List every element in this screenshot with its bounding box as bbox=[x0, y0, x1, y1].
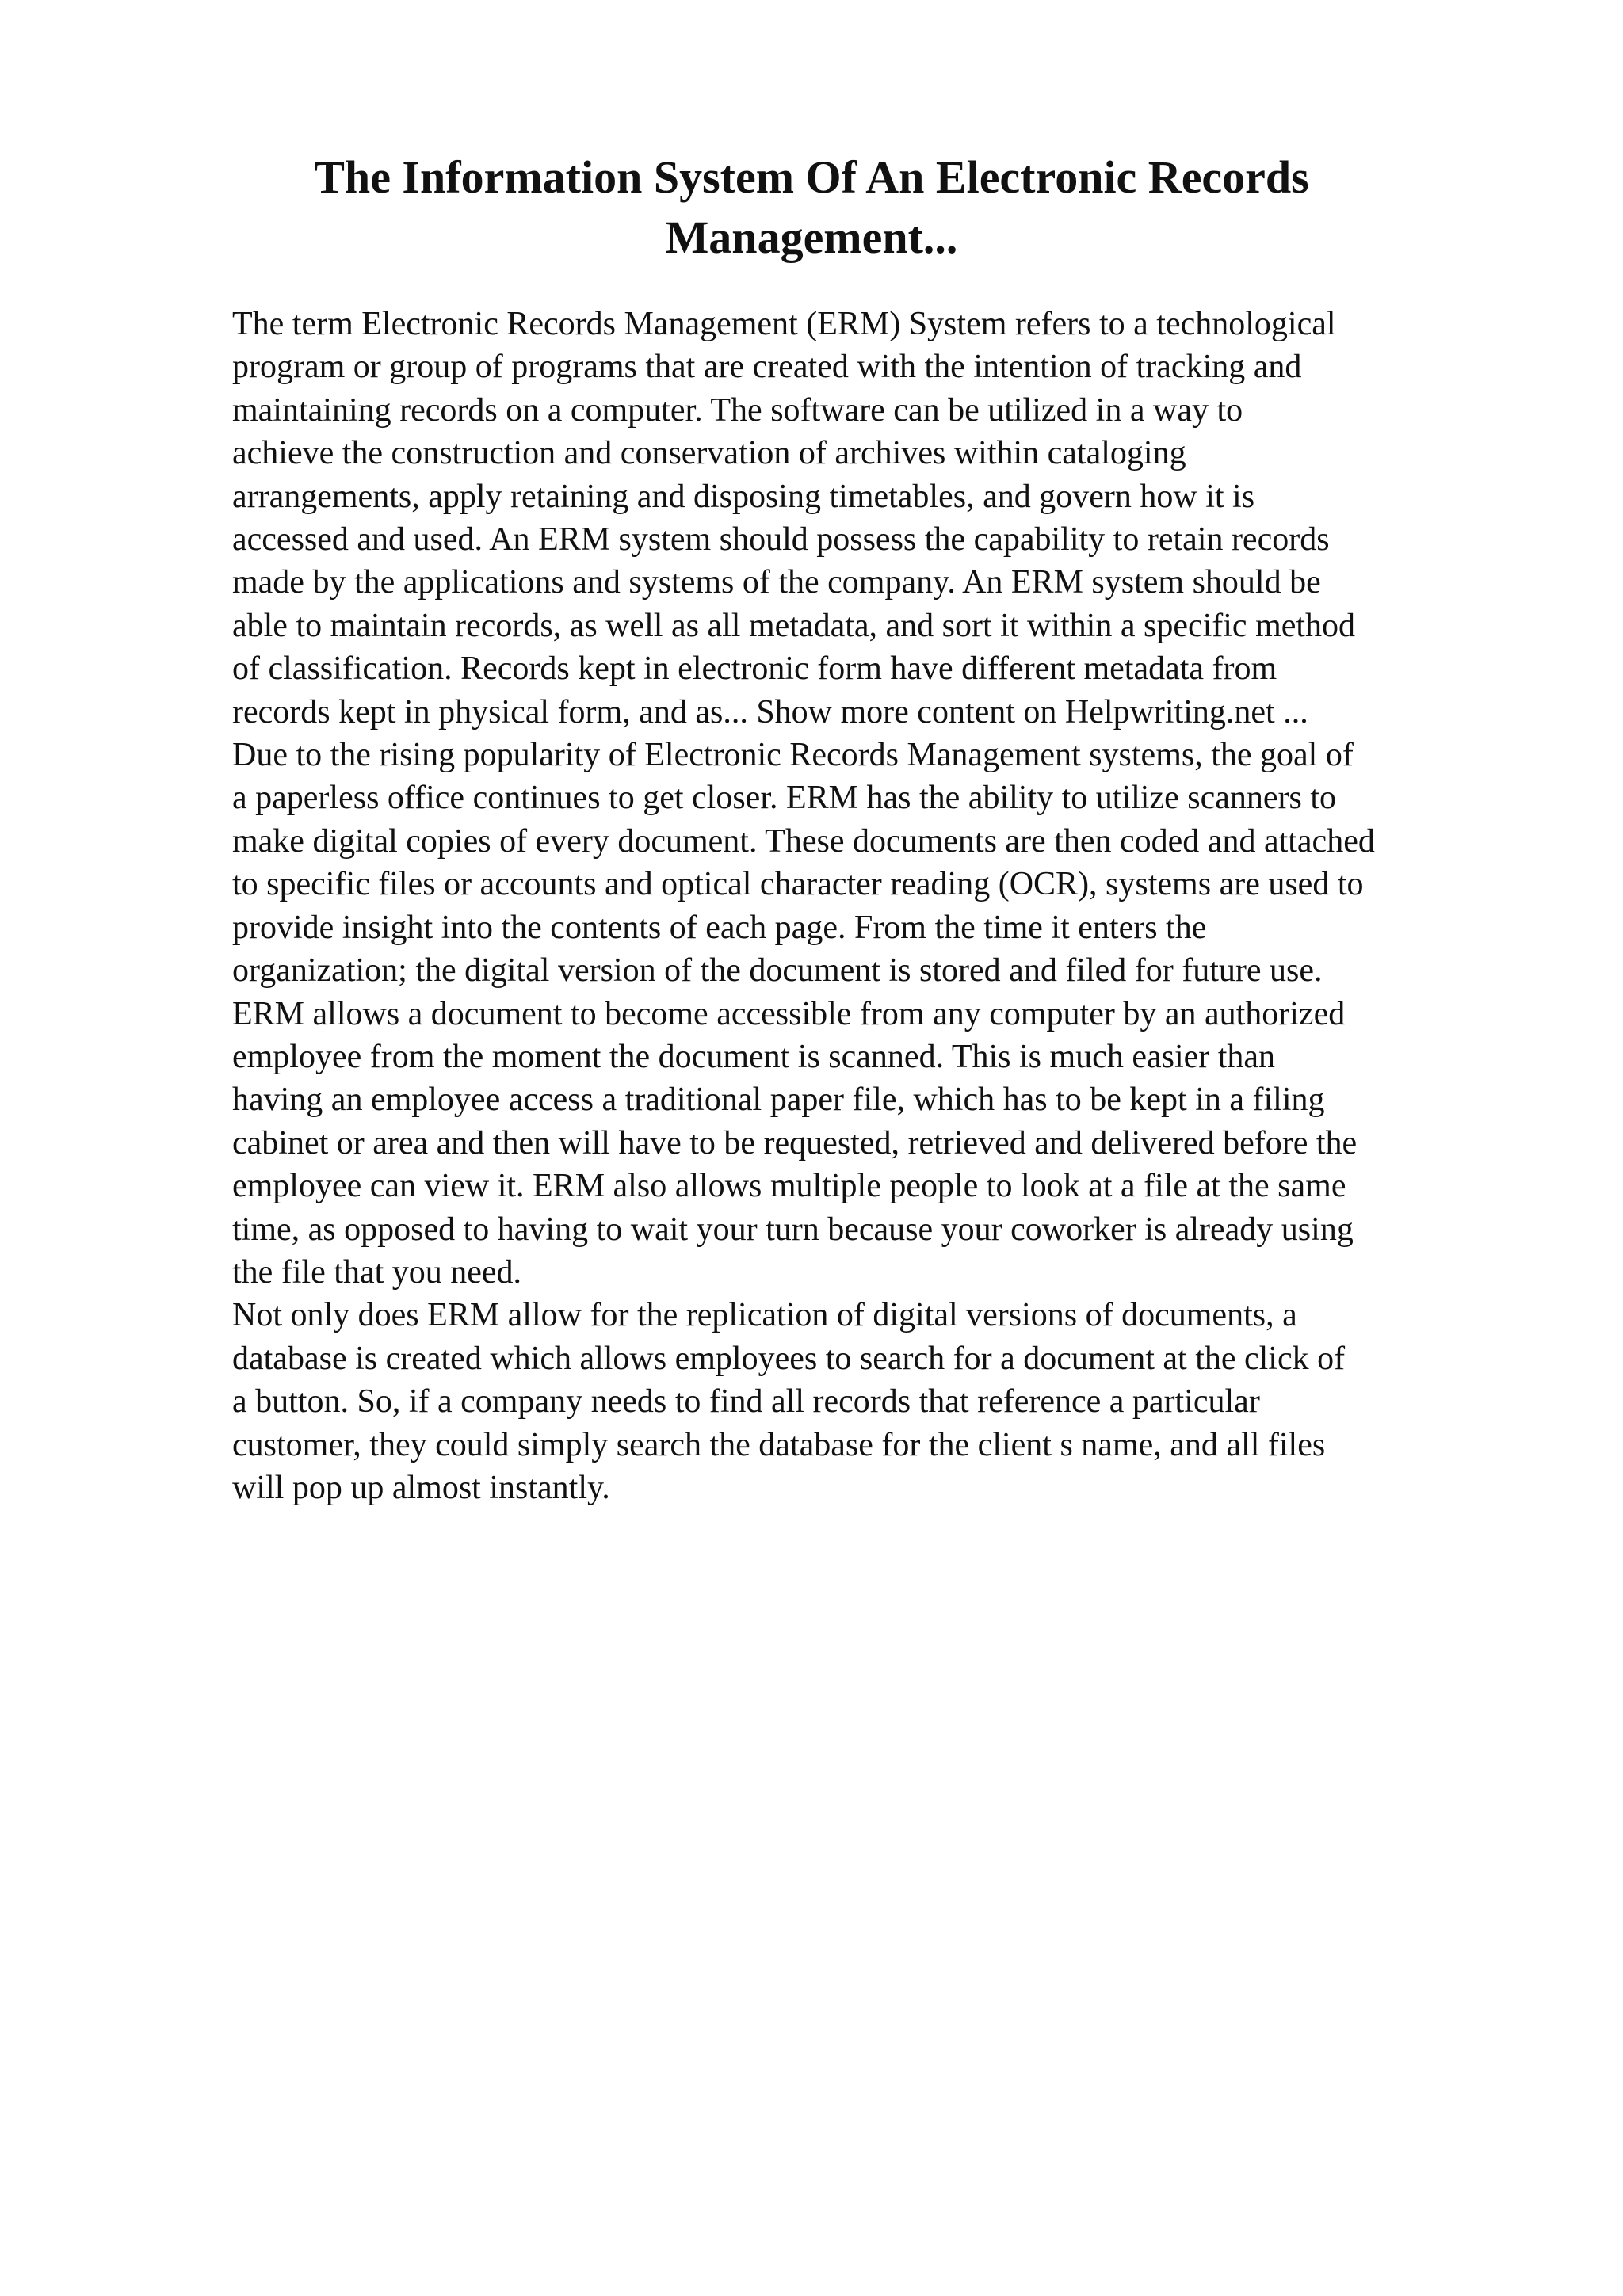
body-line: organization; the digital version of the document is stored and filed for future use. bbox=[232, 952, 1323, 990]
document-title bbox=[230, 147, 1393, 268]
body-line: made by the applications and systems of the company. An ERM system should be bbox=[232, 564, 1321, 601]
body-line: a button. So, if a company needs to find all records that reference a particular bbox=[232, 1383, 1260, 1421]
body-line: Due to the rising popularity of Electronic Records Management systems, the goal of bbox=[232, 737, 1354, 774]
body-line: The term Electronic Records Management (ERM) System refers to a technological bbox=[232, 306, 1336, 342]
body-line: records kept in physical form, and as... Show more content on Helpwriting.net ... bbox=[232, 693, 1308, 730]
document-body bbox=[232, 303, 1532, 1509]
body-line: maintaining records on a computer. The software can be utilized in a way to bbox=[232, 391, 1243, 429]
body-line: cabinet or area and then will have to be requested, retrieved and delivered before the bbox=[232, 1124, 1358, 1161]
body-line: provide insight into the contents of each page. From the time it enters the bbox=[232, 909, 1207, 946]
body-line: Not only does ERM allow for the replication of digital versions of documents, a bbox=[232, 1297, 1297, 1334]
title-line-2: Management... bbox=[665, 212, 958, 263]
body-line: program or group of programs that are created with the intention of tracking and bbox=[232, 349, 1302, 386]
body-line: ERM allows a document to become accessible from any computer by an authorized bbox=[232, 995, 1346, 1032]
body-line: the file that you need. bbox=[232, 1253, 522, 1291]
body-line: employee can view it. ERM also allows multiple people to look at a file at the same bbox=[232, 1168, 1346, 1205]
body-line: database is created which allows employees to search for a document at the click of bbox=[232, 1340, 1346, 1377]
body-line: make digital copies of every document. These documents are then coded and attached bbox=[232, 822, 1375, 860]
body-line: achieve the construction and conservation of archives within cataloging bbox=[232, 435, 1186, 472]
body-line: arrangements, apply retaining and disposing timetables, and govern how it is bbox=[232, 478, 1255, 515]
body-line: time, as opposed to having to wait your turn because your coworker is already using bbox=[232, 1211, 1354, 1248]
body-line: customer, they could simply search the database for the client s name, and all files bbox=[232, 1426, 1326, 1463]
body-line: a paperless office continues to get closer. ERM has the ability to utilize scanners to bbox=[232, 780, 1337, 817]
body-line: to specific files or accounts and optical character reading (OCR), systems are used to bbox=[232, 866, 1364, 903]
body-line: having an employee access a traditional paper file, which has to be kept in a filing bbox=[232, 1081, 1325, 1119]
title-line-1: The Information System Of An Electronic Records bbox=[314, 151, 1309, 203]
body-line: of classification. Records kept in electronic form have different metadata from bbox=[232, 650, 1277, 688]
body-line: able to maintain records, as well as all metadata, and sort it within a specific method bbox=[232, 607, 1356, 644]
body-line: employee from the moment the document is scanned. This is much easier than bbox=[232, 1038, 1276, 1075]
body-line: accessed and used. An ERM system should possess the capability to retain records bbox=[232, 521, 1330, 559]
body-line: will pop up almost instantly. bbox=[232, 1469, 610, 1506]
